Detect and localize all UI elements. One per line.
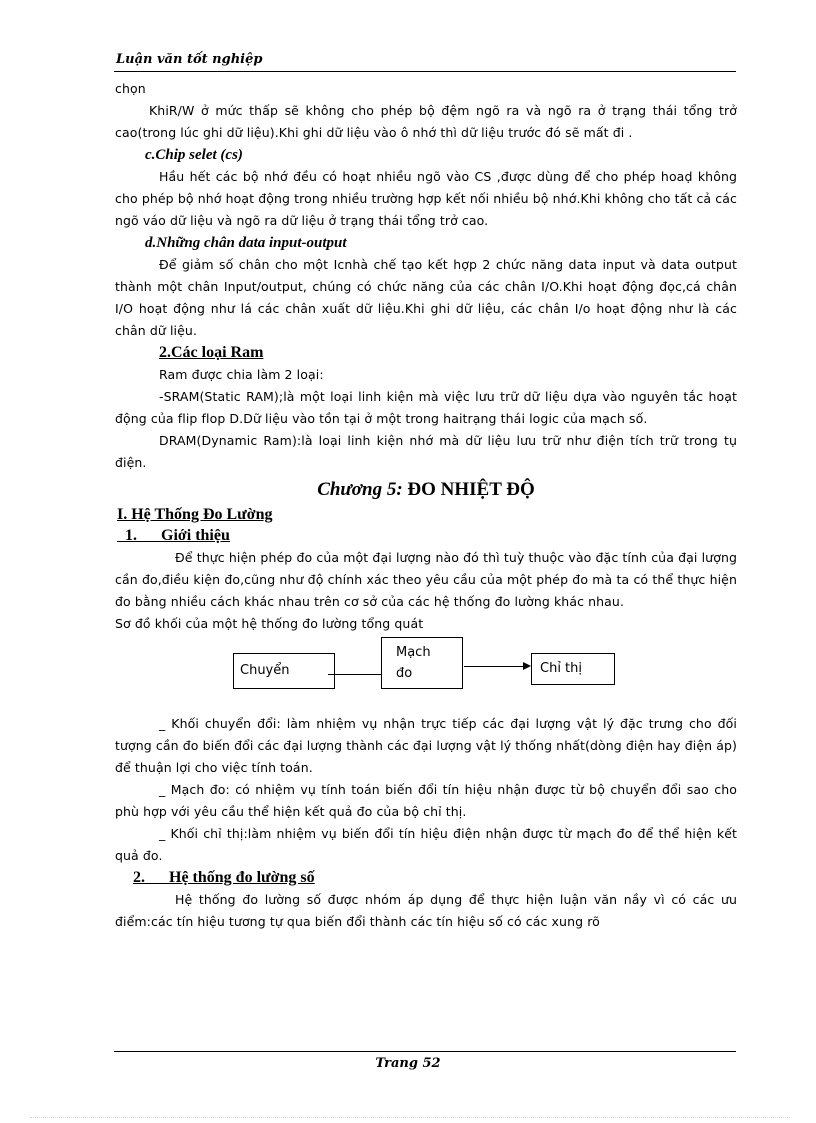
subsection-digital xyxy=(115,869,315,886)
chapter-name: ĐO NHIỆT ĐỘ xyxy=(407,479,535,500)
subsection-intro-title: Giới thiệu xyxy=(161,527,230,544)
paragraph-digital-system: Hệ thống đo lường số được nhóm áp dụng để thực hiện luận văn nầy vì có các ưu điểm:các tín hiệu tương tự qua biến đổi thành các tín hiệu số có các xung rõ xyxy=(115,892,737,929)
page-footer-number: Trang 52 xyxy=(375,1056,441,1071)
subsection-intro xyxy=(115,527,230,544)
paragraph-dram: DRAM(Dynamic Ram):là loại linh kiện nhớ mà dữ liệu lưu trữ như điện tích trữ trong tụ điện. xyxy=(115,433,737,470)
section-heading-measurement xyxy=(115,504,737,525)
subsection-intro-number: 1. xyxy=(125,527,137,544)
arrow-head-2 xyxy=(523,662,531,670)
subsection-digital-number: 2. xyxy=(133,869,145,886)
paragraph-intro: Để thực hiện phép đo của một đại lượng nào đó thì tuỳ thuộc vào đặc tính của đại lượng cần đo,điều kiện đo,cũng như độ chính xác theo yêu cầu của một phép đo mà ta có thể thực hiện đo bằng nhiều cách khác nhau trên cơ sở của các hệ thống đo lường khác nhau. xyxy=(115,550,737,609)
subsection-intro-heading xyxy=(115,525,737,547)
paragraph-block-diagram-caption: Sơ đồ khối của một hệ thống đo lường tổng quát xyxy=(115,616,424,631)
block-measure-circuit xyxy=(381,637,463,689)
header-rule xyxy=(114,71,736,72)
block-converter-label: Chuyển xyxy=(240,663,290,678)
block-converter xyxy=(233,653,335,689)
heading-chip-select: c.Chip selet (cs) xyxy=(145,147,243,163)
section-heading-measurement-text: I. Hệ Thống Đo Lường xyxy=(117,506,273,523)
block-display-label: Chỉ thị xyxy=(540,661,583,676)
page-header-title: Luận văn tốt nghiệp xyxy=(116,52,263,67)
paragraph-ram-intro: Ram được chia làm 2 loại: xyxy=(159,367,324,382)
block-diagram xyxy=(115,637,737,709)
heading-ram-types-text: 2.Các loại Ram xyxy=(159,344,264,361)
paragraph-measure-circuit: _ Mạch đo: có nhiệm vụ tính toán biến đổi tín hiệu nhận được từ bộ chuyển đổi sao cho phù hợp với yêu cầu thể hiện kết quả đo của bộ chỉ thị. xyxy=(115,782,737,819)
paragraph-data-io: Để giảm số chân cho một Icnhà chế tạo kết hợp 2 chức năng data input và data output thành một chân Input/output, chúng có chức năng của các chân I/O.Khi hoạt động đọc,cá chân I/O hoạt động như lá các chân xuất dữ liệu.Khi ghi dữ liệu, các chân I/o hoạt động như là các chân dữ liệu. xyxy=(115,257,737,338)
paragraph-display-block: _ Khối chỉ thị:làm nhiệm vụ biến đổi tín hiệu điện nhận được từ mạch đo để thể hiện kết quả đo. xyxy=(115,826,737,863)
block-measure-circuit-label-2: đo xyxy=(396,666,413,681)
heading-data-io: d.Những chân data input-output xyxy=(145,235,347,251)
chapter-title xyxy=(115,476,737,504)
subsection-digital-heading xyxy=(115,867,737,889)
subsection-digital-title: Hệ thống đo lường số xyxy=(169,869,315,886)
block-display xyxy=(531,653,615,685)
paragraph-chip-select: Hầu hết các bộ nhớ đều có hoạt nhiều ngõ vào CS ,được dùng để cho phép hoaḍ không cho phép bộ nhớ hoạt động trong nhiều trường hợp kết nối nhiều bộ nhớ.Khi không cho tất cả các ngõ váo dữ liệu và ngõ ra dữ liệu ở trạng thái tổng trở cao. xyxy=(115,169,737,228)
arrow-circuit-to-display xyxy=(464,666,528,667)
bottom-dotted-edge xyxy=(30,1117,790,1118)
heading-ram-types xyxy=(115,342,737,364)
block-measure-circuit-label-1: Mạch xyxy=(396,645,431,660)
footer-rule xyxy=(114,1051,736,1052)
page-content xyxy=(115,78,737,933)
paragraph-converter-block: _ Khối chuyển đổi: làm nhiệm vụ nhận trực tiếp các đại lượng vật lý đặc trưng cho đối tượng cần đo biến đổi các đại lượng thành các đại lượng vật lý thống nhất(dòng điện hay điện áp) để thuận lợi cho việc tính toán. xyxy=(115,716,737,775)
chapter-prefix: Chương 5: xyxy=(317,479,403,500)
paragraph-rw-low: KhiR/W ở mức thấp sẽ không cho phép bộ đệm ngõ ra và ngõ ra ở trạng thái tổng trở cao(trong lúc ghi dữ liệu).Khi ghi dữ liệu vào ô nhớ thì dữ liệu trước đó sẽ mất đi . xyxy=(115,103,737,140)
paragraph-sram: -SRAM(Static RAM);là một loại linh kiện mà việc lưu trữ dữ liệu dựa vào nguyên tắc hoạt động của flip flop D.Dữ liệu vào tồn tại ở một trong haitrạng thái logic của mạch số. xyxy=(115,389,737,426)
arrow-converter-to-circuit xyxy=(328,674,386,675)
paragraph-chon: chọn xyxy=(115,81,146,96)
